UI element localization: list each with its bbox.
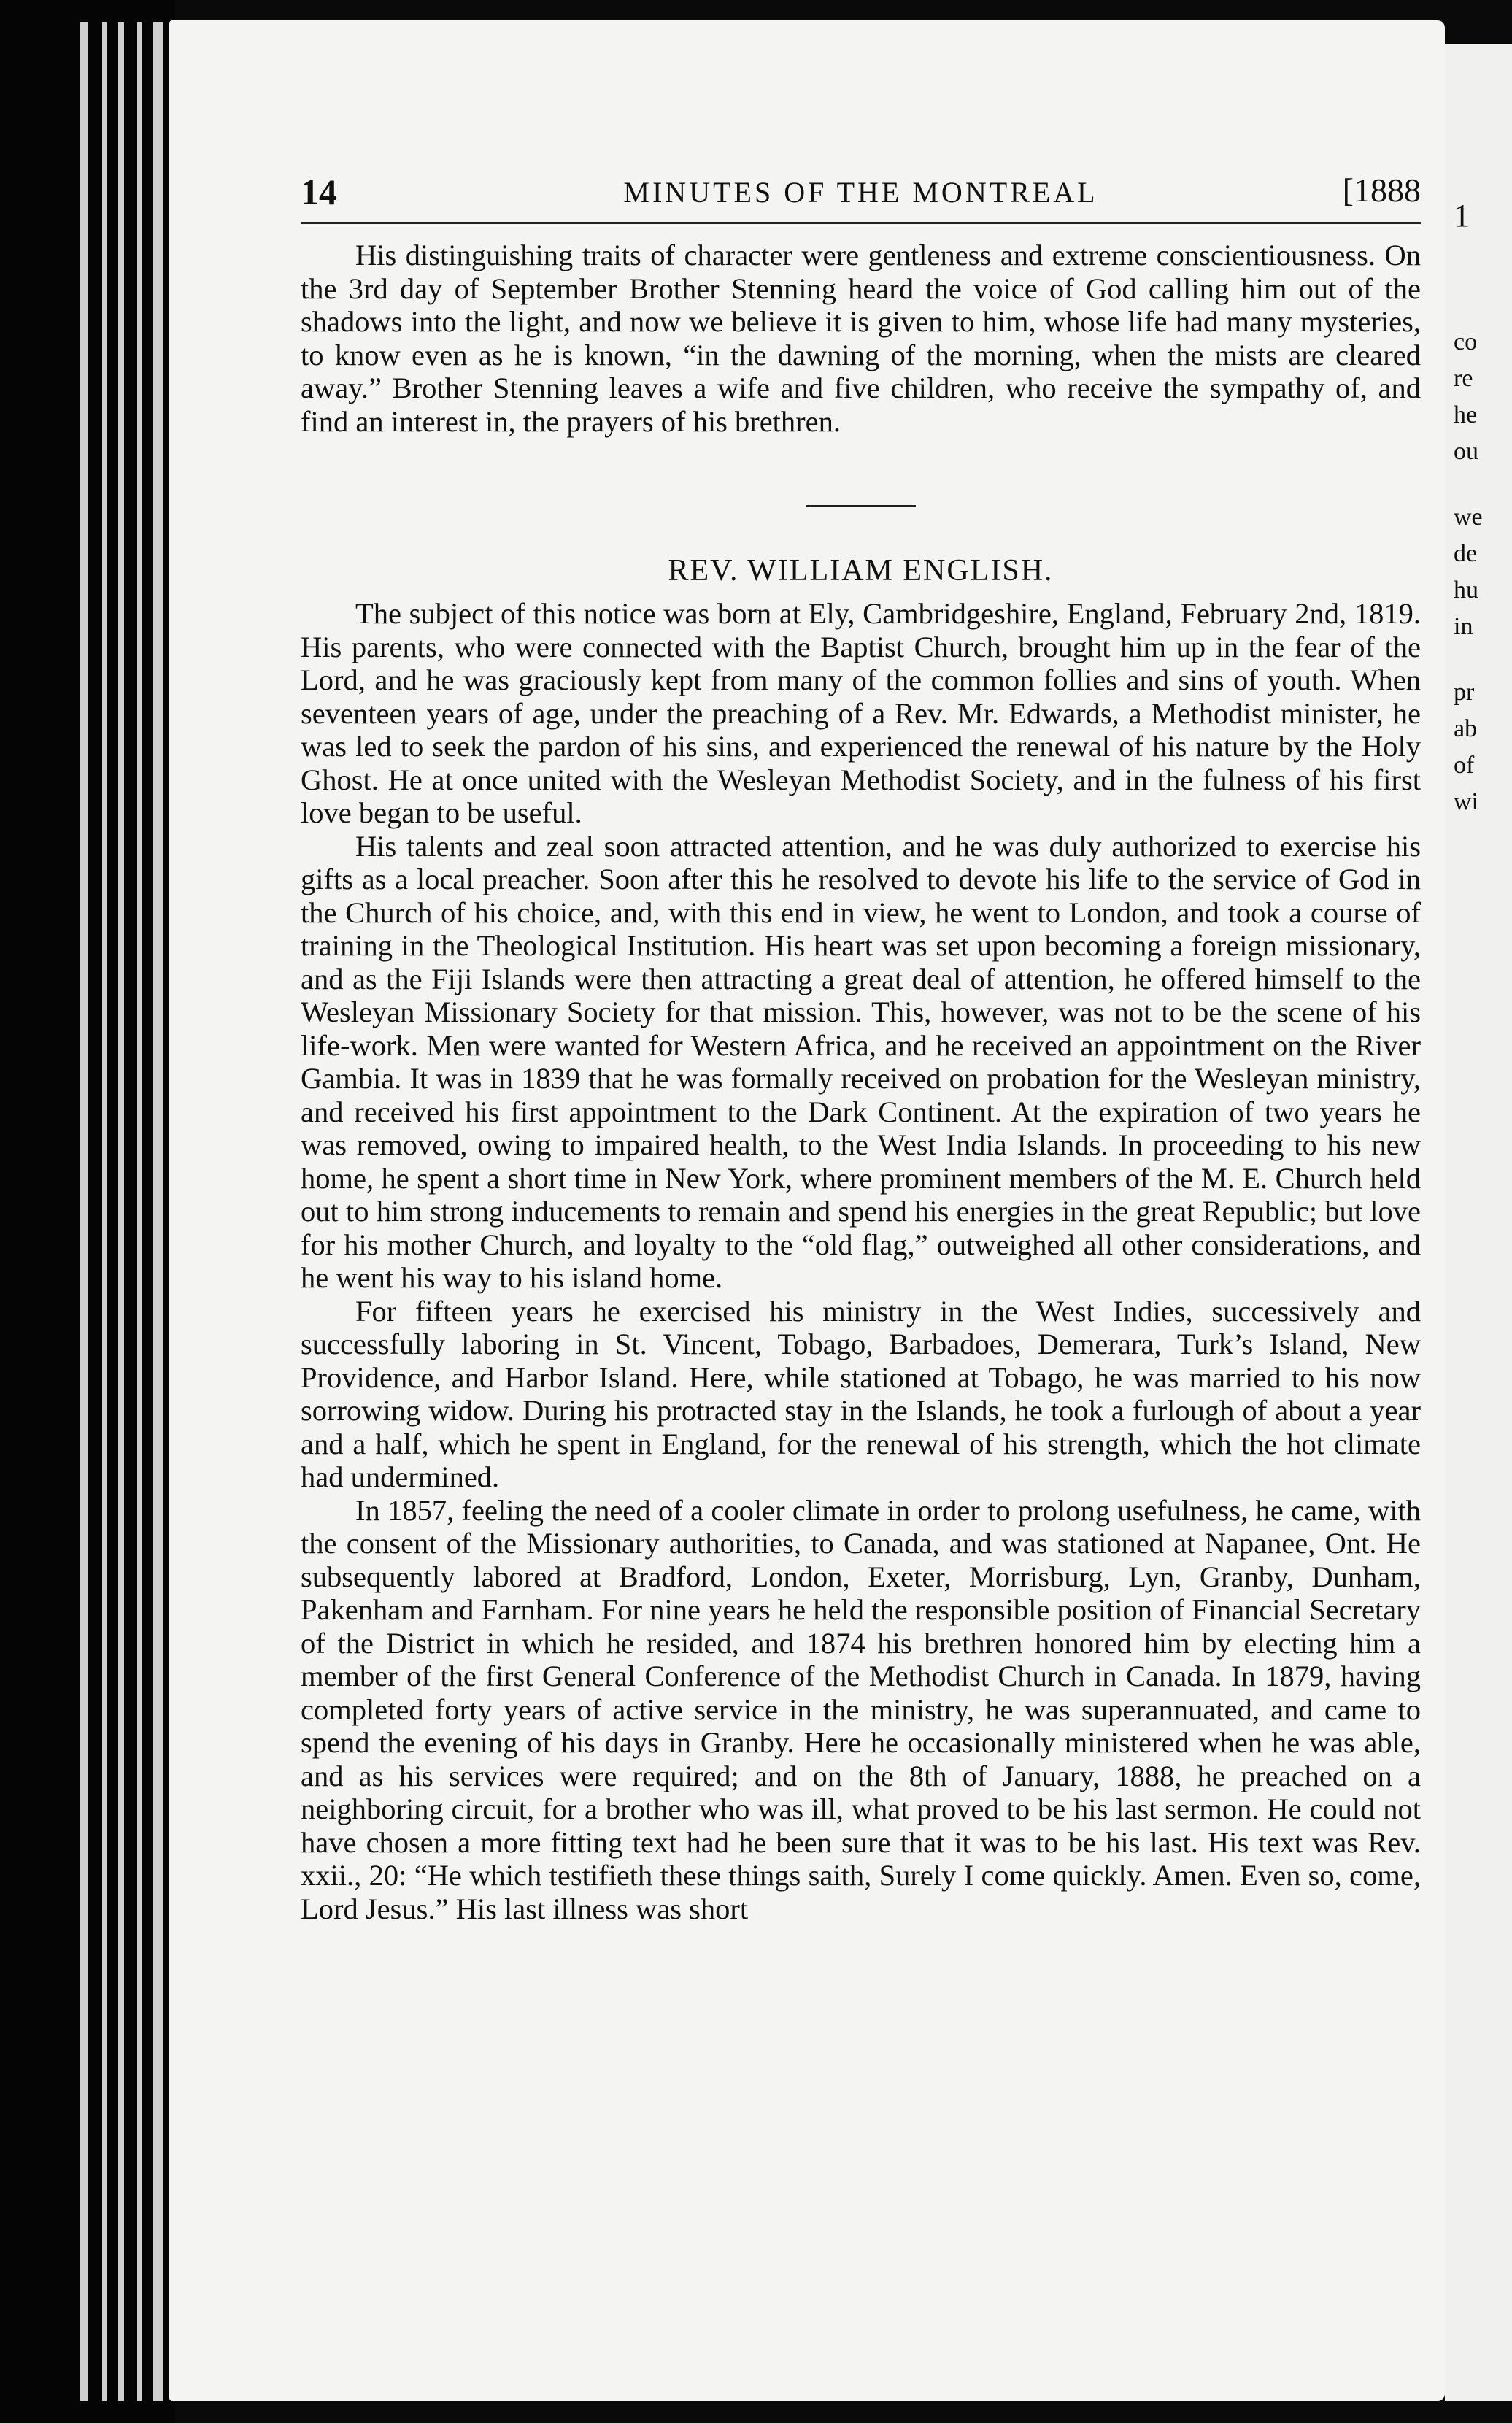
binding-stripe bbox=[118, 22, 124, 2401]
adjacent-page-fragment: of bbox=[1454, 752, 1475, 779]
adjacent-page-fragment: co bbox=[1454, 328, 1478, 355]
page-number: 14 bbox=[301, 172, 337, 212]
page-header bbox=[301, 166, 1421, 224]
book-binding bbox=[0, 0, 175, 2423]
adjacent-page-fragment: wi bbox=[1454, 788, 1478, 815]
adjacent-page-fragment: we bbox=[1454, 504, 1483, 531]
scanned-page bbox=[169, 20, 1445, 2401]
adjacent-page-fragment: he bbox=[1454, 401, 1478, 428]
body-paragraph: The subject of this notice was born at Ely, Cambridgeshire, England, February 2nd, 1819. His parents, who were connected with the Baptist Church, brought him up in the fear of the Lord, and he was graciously kept from many of the common follies and sins of youth. When seventeen years of age, under the preaching of a Rev. Mr. Edwards, a Methodist minister, he was led to seek the pardon of his sins, and experienced the renewal of his nature by the Holy Ghost. He at once united with the Wesleyan Methodist Society, and in the fulness of his first love began to be useful. bbox=[301, 597, 1421, 829]
adjacent-page-fragment: ab bbox=[1454, 715, 1478, 742]
adjacent-page-fragment: 1 bbox=[1454, 198, 1470, 234]
adjacent-page-fragment: pr bbox=[1454, 679, 1475, 706]
intro-paragraph: His distinguishing traits of character were gentleness and extreme conscientiousness. On the 3rd day of September Brother Stenning heard the voice of God calling him out of the shadows into the light, and now we believe it is given to him, whose life had many mysteries, to know even as he is known, “in the dawning of the morning, when the mists are cleared away.” Brother Stenning leaves a wife and five children, who receive the sympathy of, and find an interest in, the prayers of his brethren. bbox=[301, 239, 1421, 438]
running-title: MINUTES OF THE MONTREAL bbox=[623, 176, 1098, 209]
body-paragraph: In 1857, feeling the need of a cooler climate in order to prolong usefulness, he came, with the consent of the Missionary authorities, to Canada, and was stationed at Napanee, Ont. He subsequently labored at Bradford, London, Exeter, Morrisburg, Lyn, Granby, Dunham, Pakenham and Farnham. For nine years he held the responsible position of Financial Secretary of the District in which he resided, and 1874 his brethren honored him by electing him a member of the first General Conference of the Methodist Church in Canada. In 1879, having completed forty years of active service in the ministry, he was superannuated, and came to spend the evening of his days in Granby. Here he occasionally ministered when he was able, and as his services were required; and on the 8th of January, 1888, he preached on a neighboring circuit, for a brother who was ill, what proved to be his last sermon. He could not have chosen a more fitting text had he been sure that it was to be his last. His text was Rev. xxii., 20: “He which testifieth these things saith, Surely I come quickly. Amen. Even so, come, Lord Jesus.” His last illness was short bbox=[301, 1493, 1421, 1925]
header-year: [1888 bbox=[1342, 172, 1421, 209]
adjacent-page-fragment: hu bbox=[1454, 577, 1478, 604]
binding-stripe bbox=[137, 22, 142, 2401]
body-paragraph: His talents and zeal soon attracted attention, and he was duly authorized to exercise his gifts as a local preacher. Soon after this he resolved to devote his life to the service of God in the Church of his choice, and, with this end in view, he went to London, and took a course of training in the Theological Institution. His heart was set upon becoming a foreign missionary, and as the Fiji Islands were then attracting a great deal of attention, he offered himself to the Wesleyan Missionary Society for that mission. This, however, was not to be the scene of his life-work. Men were wanted for Western Africa, and he received an appointment on the River Gambia. It was in 1839 that he was formally received on probation for the Wesleyan ministry, and received his first appointment to the Dark Continent. At the expiration of two years he was removed, owing to impaired health, to the West India Islands. In proceeding to his new home, he spent a short time in New York, where prominent members of the M. E. Church held out to him strong inducements to remain and spend his energies in the great Republic; but love for his mother Church, and loyalty to the “old flag,” outweighed all other considerations, and he went his way to his island home. bbox=[301, 829, 1421, 1294]
adjacent-page-fragment: in bbox=[1454, 613, 1473, 640]
body-paragraph: For fifteen years he exercised his ministry in the West Indies, successively and successfully laboring in St. Vincent, Tobago, Barbadoes, Demerara, Turk’s Island, New Providence, and Harbor Island. Here, while stationed at Tobago, he was married to his now sorrowing widow. During his protracted stay in the Islands, he took a furlough of about a year and a half, which he spent in England, for the renewal of his strength, which the hot climate had undermined. bbox=[301, 1294, 1421, 1493]
binding-stripe bbox=[80, 22, 88, 2401]
binding-stripe bbox=[102, 22, 107, 2401]
adjacent-page-fragment: re bbox=[1454, 365, 1473, 392]
page-content bbox=[301, 166, 1421, 1925]
binding-stripe bbox=[153, 22, 163, 2401]
section-title: REV. WILLIAM ENGLISH. bbox=[668, 554, 1054, 588]
adjacent-page-fragment: ou bbox=[1454, 438, 1478, 465]
adjacent-page-edge bbox=[1445, 44, 1512, 2401]
adjacent-page-fragment: de bbox=[1454, 540, 1478, 567]
section-divider bbox=[301, 498, 1421, 505]
